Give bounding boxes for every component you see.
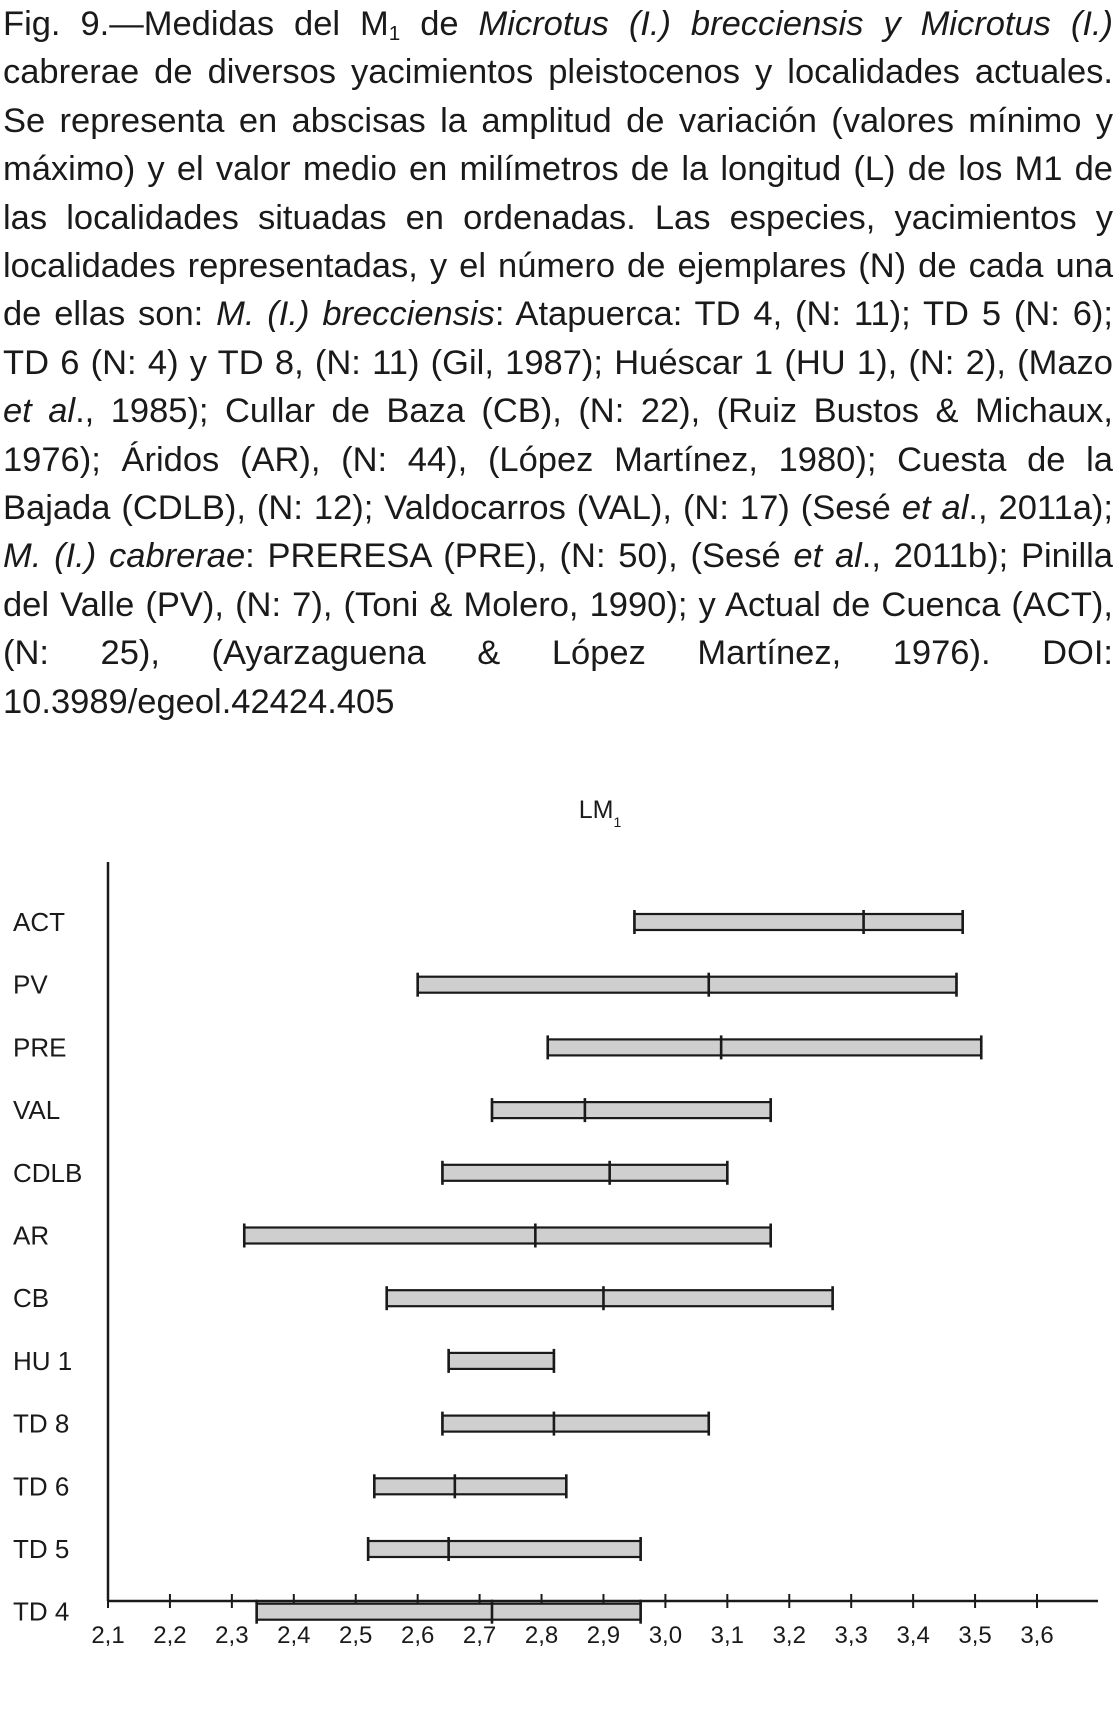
x-tick-label: 3,0 — [648, 1622, 683, 1649]
range-bar — [442, 1416, 708, 1432]
x-tick-label: 3,2 — [772, 1622, 806, 1649]
x-tick-label: 2,6 — [400, 1622, 435, 1649]
x-tick-label: 3,4 — [896, 1622, 930, 1649]
x-tick-label: 2,3 — [215, 1622, 249, 1649]
range-bar — [449, 1353, 554, 1369]
x-tick-label: 2,7 — [462, 1622, 497, 1649]
x-tick-label: 2,9 — [586, 1622, 621, 1649]
chart-title: $LM_1$ — [578, 796, 622, 830]
x-tick-label: 3,5 — [958, 1622, 992, 1649]
range-bar — [548, 1039, 982, 1055]
x-tick-label: 2,2 — [153, 1622, 187, 1649]
range-bar — [387, 1290, 833, 1306]
x-tick-label: 3,3 — [834, 1622, 868, 1649]
range-bar — [492, 1102, 771, 1118]
category-label: AR — [13, 1220, 50, 1251]
range-bar — [374, 1478, 566, 1494]
category-label: TD 6 — [13, 1471, 70, 1502]
figure-caption: Fig. 9.—Medidas del $M_1$ de Microtus (I.) brecciensis y Microtus (I.) cabrerae de diversos yacimientos pleistocenos y localidades actuales. Se representa en abscisas la amplitud de variación (valores mínimo y máximo) y el valor medio en milímetros de la longitud (L) de los M1 de las localidades situadas en ordenadas. Las especies, yacimientos y localidades representadas, y el número de ejemplares (N) de cada una de ellas son: M. (I.) brecciensis: Atapuerca: TD 4, (N: 11); TD 5 (N: 6); TD 6 (N: 4) y TD 8, (N: 11) (Gil, 1987); Huéscar 1 (HU 1), (N: 2), (Mazo et al., 1985); Cullar de Baza (CB), (N: 22), (Ruiz Bustos & Michaux, 1976); Áridos (AR), (N: 44), (López Martínez, 1980); Cuesta de la Bajada (CDLB), (N: 12); Valdocarros (VAL), (N: 17) (Sesé et al., 2011a); M. (I.) cabrerae: PRERESA (PRE), (N: 50), (Sesé et al., 2011b); Pinilla del Valle (PV), (N: 7), (Toni & Molero, 1990); y Actual de Cuenca (ACT), (N: 25), (Ayarzaguena & López Martínez, 1976). DOI: 10.3989/egeol.42424.405 — [3, 5, 1114, 721]
range-bar — [244, 1228, 770, 1244]
category-label: TD 5 — [13, 1534, 70, 1564]
range-bar — [257, 1604, 641, 1620]
x-tick-label: 2,8 — [524, 1622, 559, 1649]
x-tick-label: 3,6 — [1020, 1622, 1054, 1649]
category-label: PRE — [13, 1032, 67, 1063]
category-label: CB — [13, 1283, 50, 1314]
category-label: ACT — [13, 907, 65, 937]
x-tick-label: 2,4 — [277, 1622, 311, 1649]
x-tick-label: 3,1 — [710, 1622, 745, 1649]
x-tick-label: 2,5 — [339, 1622, 373, 1649]
category-label: CDLB — [13, 1157, 83, 1188]
x-tick-label: 2,1 — [91, 1622, 125, 1649]
category-label: VAL — [13, 1095, 61, 1126]
category-label: HU 1 — [13, 1345, 73, 1376]
category-label: TD 4 — [13, 1596, 70, 1627]
category-label: TD 8 — [13, 1408, 70, 1439]
range-bar — [418, 977, 957, 993]
bars-group — [13, 907, 981, 1627]
range-chart — [0, 780, 1118, 1721]
range-bar — [442, 1165, 727, 1181]
category-label: PV — [13, 969, 48, 1000]
figure-label: Fig. 9. — [3, 5, 110, 43]
range-bar — [634, 914, 962, 930]
range-bar — [368, 1541, 641, 1557]
